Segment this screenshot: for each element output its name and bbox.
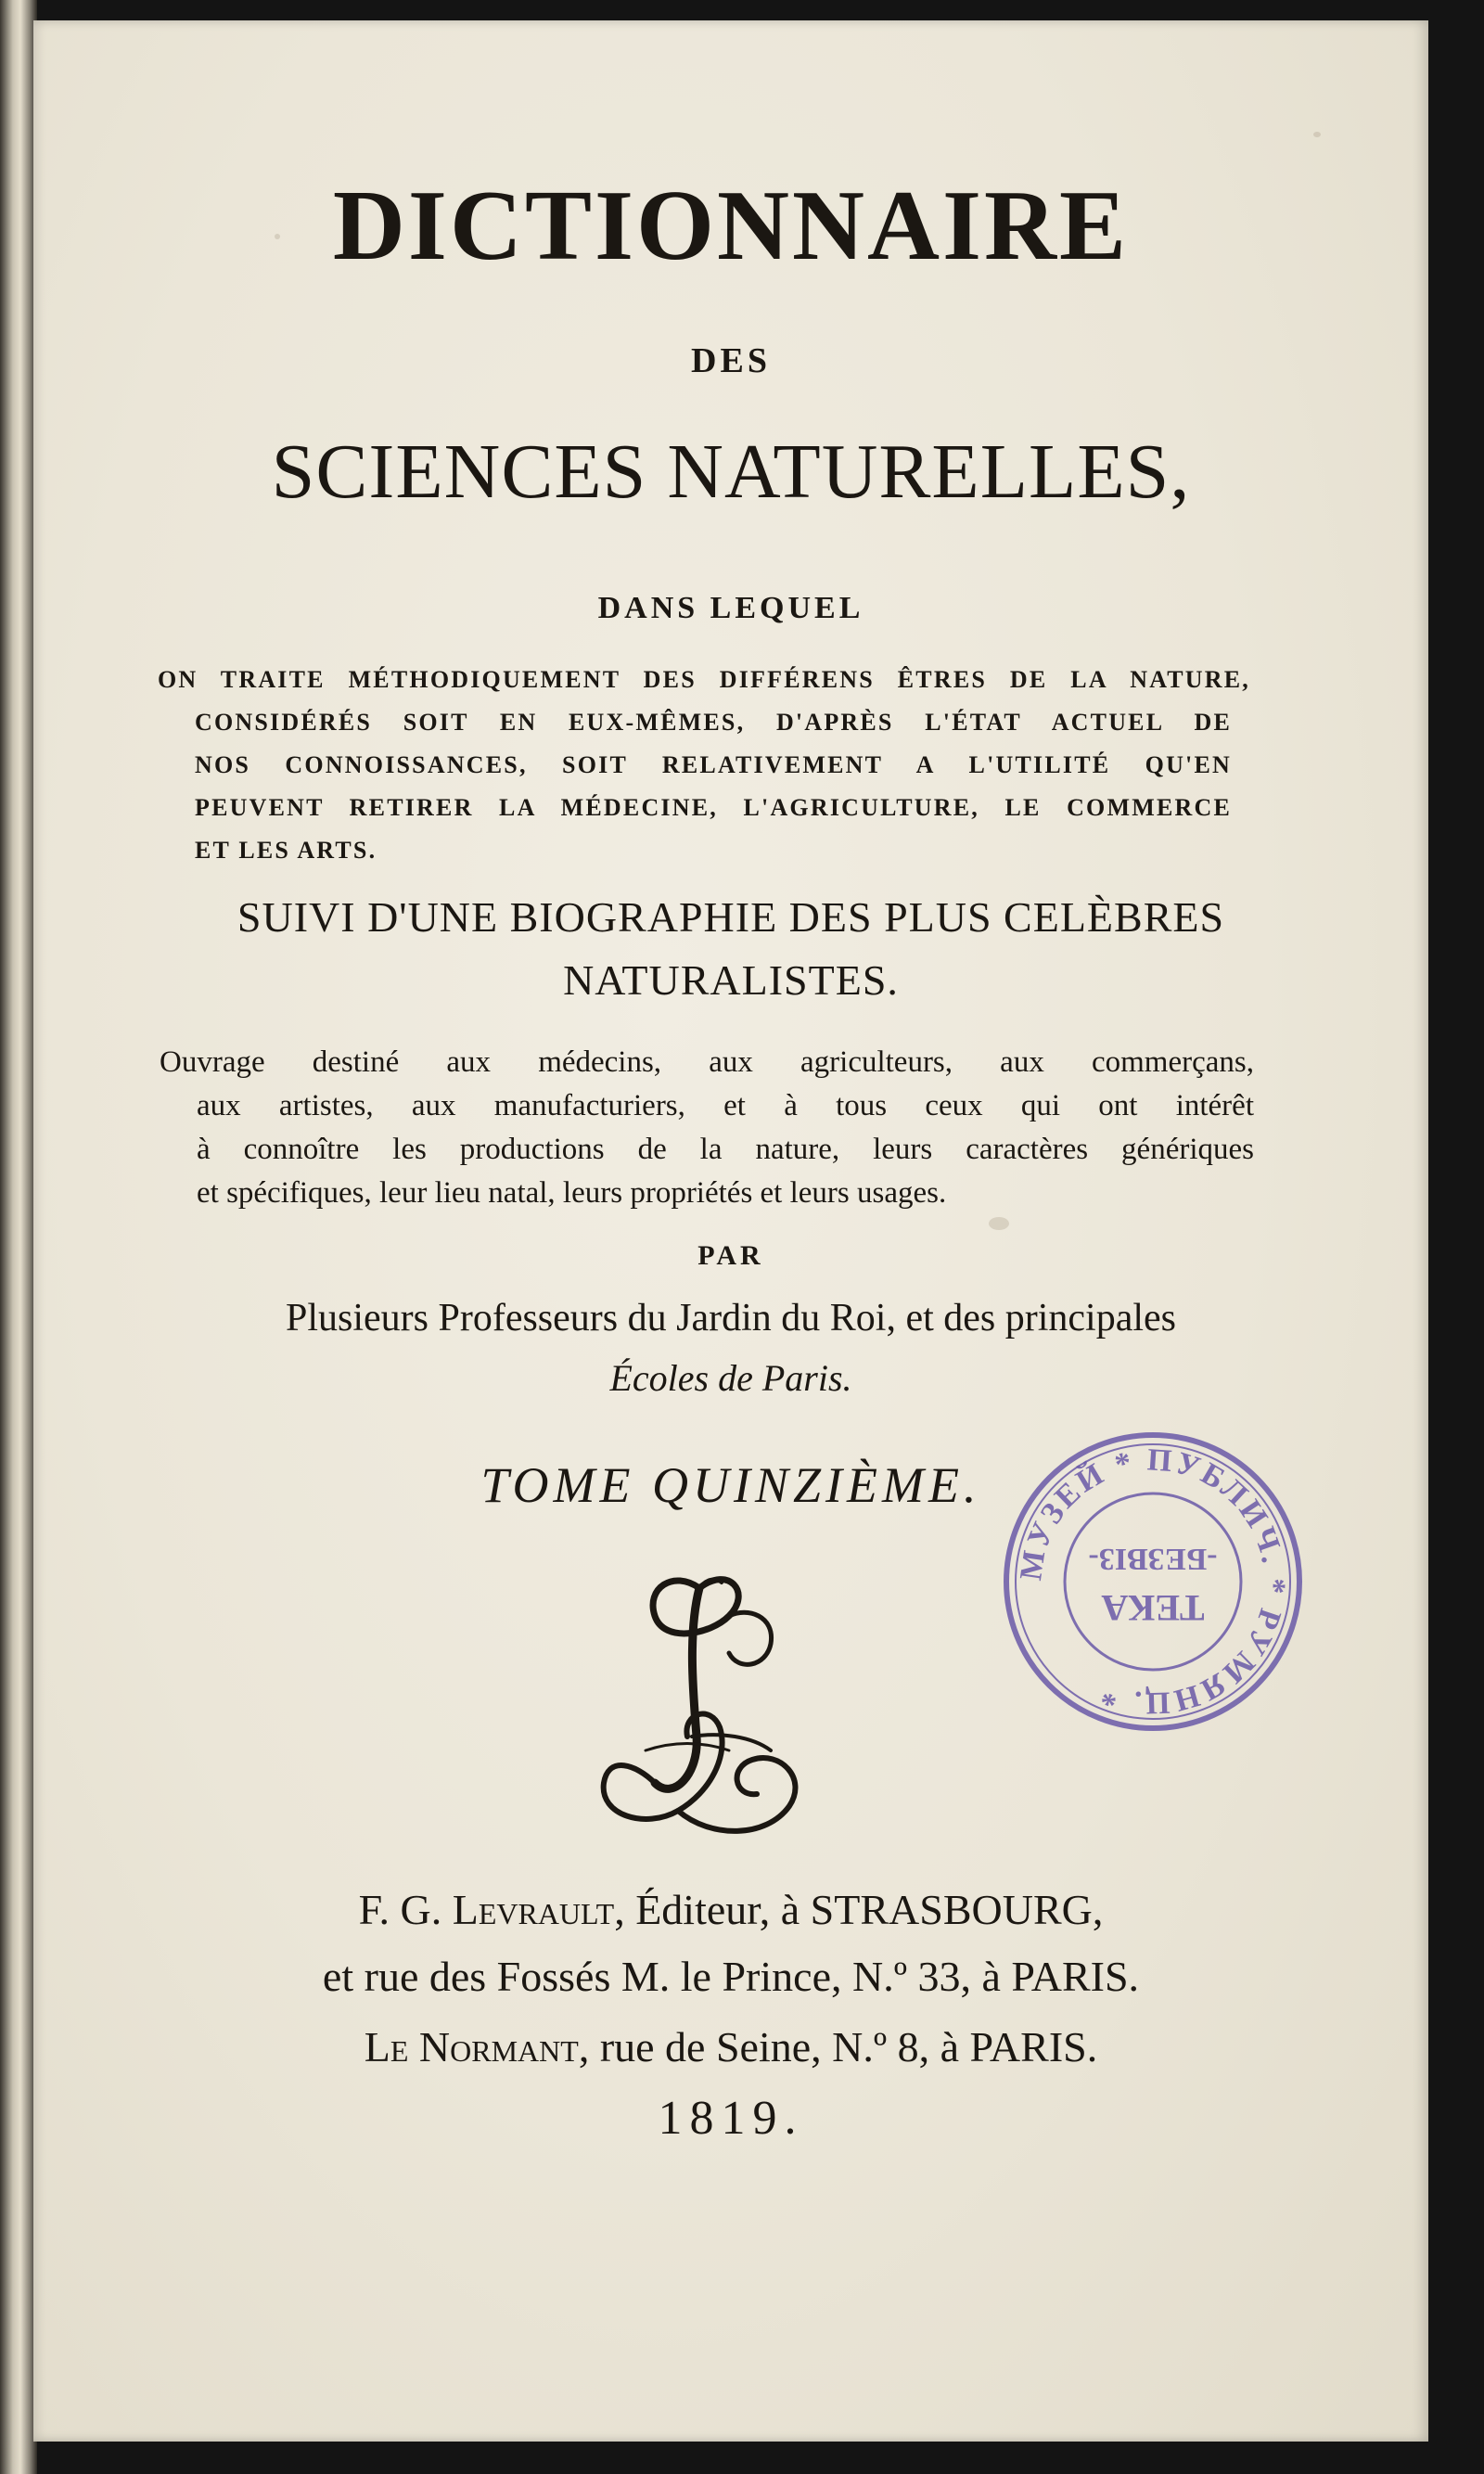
publisher-name-2: Le Normant <box>364 2023 579 2070</box>
paper-speck <box>989 1217 1009 1230</box>
paper-speck <box>1313 132 1321 137</box>
library-stamp <box>1000 1429 1306 1735</box>
dans-lequel: DANS LEQUEL <box>597 591 864 625</box>
description-line-1: ON TRAITE MÉTHODIQUEMENT DES DIFFÉRENS ÊTRES DE LA NATURE, <box>158 666 1250 693</box>
authors-line-1: Plusieurs Professeurs du Jardin du Roi, et des principales <box>285 1297 1177 1340</box>
description-line-4: PEUVENT RETIRER LA MÉDECINE, L'AGRICULTURE, LE COMMERCE <box>195 794 1232 821</box>
ouvrage-line-2: aux artistes, aux manufacturiers, et à tous ceux qui ont intérêt <box>197 1089 1254 1122</box>
publisher-name-1: F. G. Levrault <box>358 1886 615 1933</box>
volume-number: TOME QUINZIÈME. <box>480 1457 981 1513</box>
publisher-line-3-rest: , rue de Seine, N.º 8, à PARIS. <box>578 2023 1098 2070</box>
publisher-line-1 <box>33 1885 1428 1934</box>
suivi-line-1: SUIVI D'UNE BIOGRAPHIE DES PLUS CELÈBRES <box>237 893 1225 941</box>
ouvrage-line-1: Ouvrage destiné aux médecins, aux agriculteurs, aux commerçans, <box>160 1045 1254 1079</box>
stamp-ring-text: МУЗЕЙ * ПУБЛИЧ. * РУМЯНЦ. * <box>1014 1442 1292 1721</box>
stamp-center-line-2: -БЕЗВІ3- <box>1088 1542 1218 1576</box>
title-line-2: DES <box>691 341 771 380</box>
ouvrage-line-4: et spécifiques, leur lieu natal, leurs propriétés et leurs usages. <box>197 1176 947 1210</box>
description-line-5: ET LES ARTS. <box>195 837 377 864</box>
title-line-1: DICTIONNAIRE <box>332 171 1130 281</box>
ouvrage-line-3: à connoître les productions de la nature, leurs caractères génériques <box>197 1133 1254 1166</box>
stamp-center-line-1: ТЕКА <box>1101 1587 1205 1629</box>
title-line-3: SCIENCES NATURELLES, <box>271 429 1191 515</box>
publication-year: 1819. <box>658 2092 804 2145</box>
publisher-line-1-rest: , Éditeur, à STRASBOURG, <box>614 1886 1104 1933</box>
publisher-monogram <box>590 1551 812 1857</box>
previous-page-edge <box>0 0 37 2474</box>
par: PAR <box>697 1240 764 1271</box>
description-line-2: CONSIDÉRÉS SOIT EN EUX-MÊMES, D'APRÈS L'ÉTAT ACTUEL DE <box>195 709 1232 736</box>
description-line-3: NOS CONNOISSANCES, SOIT RELATIVEMENT A L'UTILITÉ QU'EN <box>195 751 1232 778</box>
publisher-line-3 <box>33 2022 1428 2071</box>
publisher-line-2: et rue des Fossés M. le Prince, N.º 33, à PARIS. <box>322 1953 1140 2000</box>
authors-line-2: Écoles de Paris. <box>609 1357 852 1399</box>
title-page <box>33 20 1428 2442</box>
suivi-line-2: NATURALISTES. <box>563 956 899 1004</box>
